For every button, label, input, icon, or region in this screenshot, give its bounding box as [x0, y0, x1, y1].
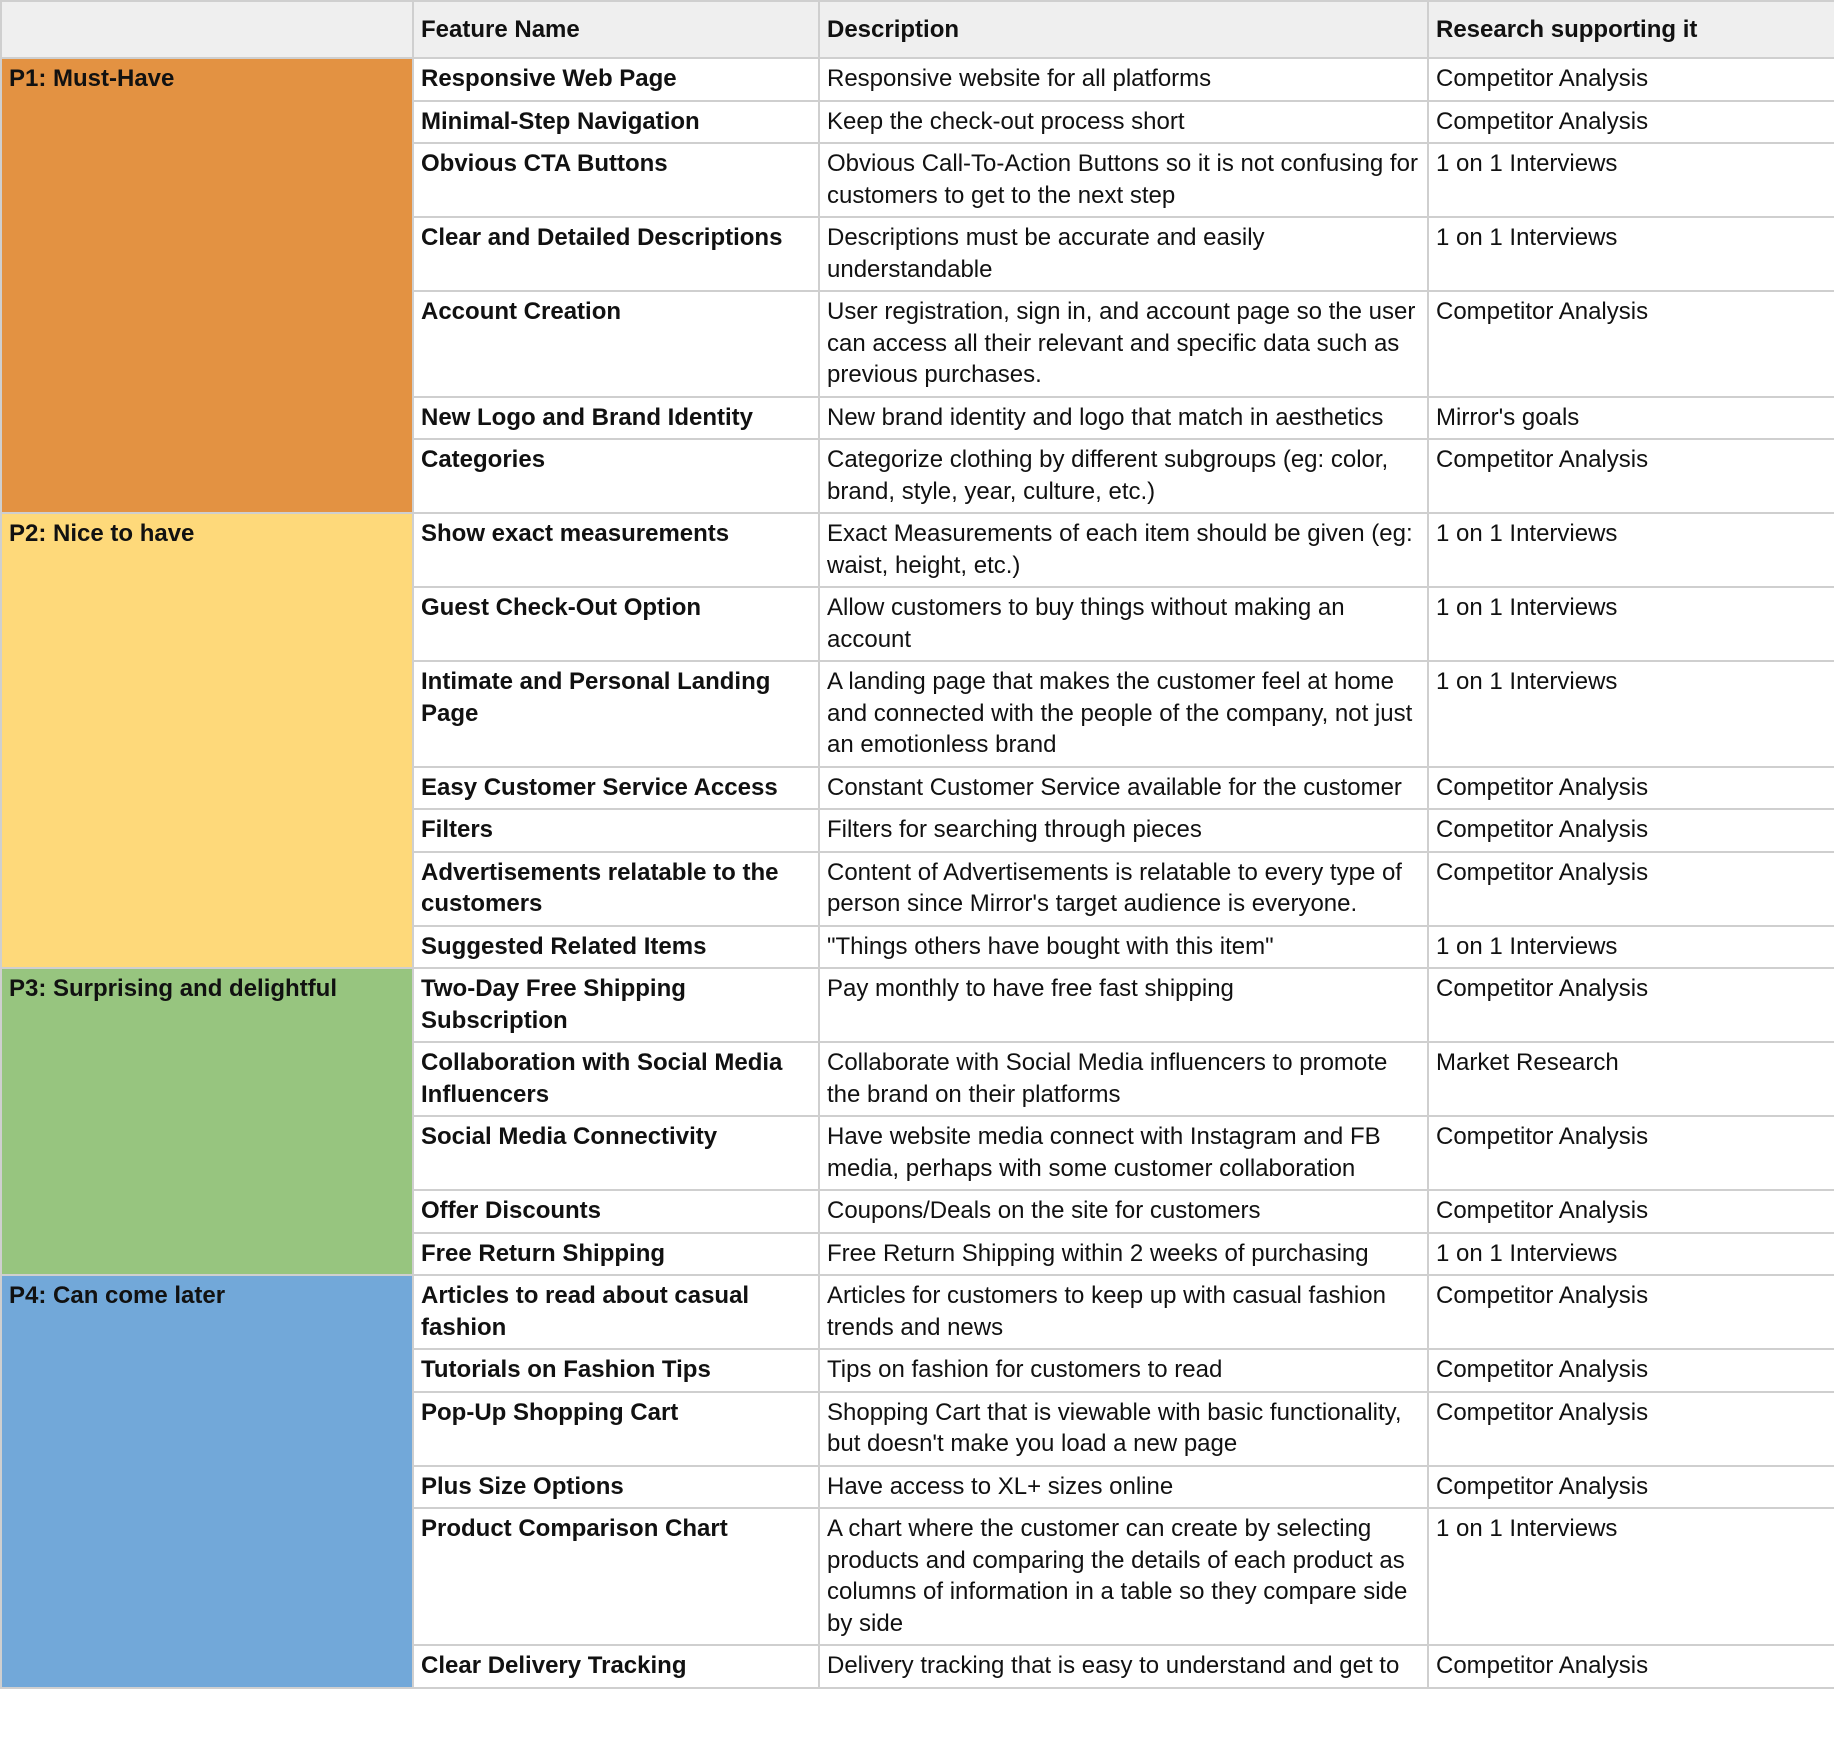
feature-name-cell: Guest Check-Out Option: [413, 587, 819, 661]
research-cell: Competitor Analysis: [1428, 1392, 1834, 1466]
feature-name-cell: Show exact measurements: [413, 513, 819, 587]
description-cell: Responsive website for all platforms: [819, 58, 1428, 101]
research-cell: Competitor Analysis: [1428, 291, 1834, 397]
description-cell: Obvious Call-To-Action Buttons so it is not confusing for customers to get to the next step: [819, 143, 1428, 217]
feature-name-cell: Tutorials on Fashion Tips: [413, 1349, 819, 1392]
feature-name-cell: Intimate and Personal Landing Page: [413, 661, 819, 767]
feature-name-cell: Pop-Up Shopping Cart: [413, 1392, 819, 1466]
feature-name-cell: Two-Day Free Shipping Subscription: [413, 968, 819, 1042]
description-cell: Descriptions must be accurate and easily understandable: [819, 217, 1428, 291]
description-cell: Exact Measurements of each item should be given (eg: waist, height, etc.): [819, 513, 1428, 587]
feature-name-cell: Easy Customer Service Access: [413, 767, 819, 810]
description-cell: A chart where the customer can create by selecting products and comparing the details of each product as columns of information in a table so they compare side by side: [819, 1508, 1428, 1645]
research-cell: 1 on 1 Interviews: [1428, 587, 1834, 661]
research-cell: Competitor Analysis: [1428, 968, 1834, 1042]
table-row: [1, 1275, 1834, 1349]
research-cell: 1 on 1 Interviews: [1428, 1233, 1834, 1276]
description-cell: Categorize clothing by different subgroups (eg: color, brand, style, year, culture, etc.): [819, 439, 1428, 513]
table-header: [1, 1, 1834, 58]
research-cell: Competitor Analysis: [1428, 809, 1834, 852]
feature-name-cell: Free Return Shipping: [413, 1233, 819, 1276]
header-description: Description: [819, 1, 1428, 58]
description-cell: User registration, sign in, and account page so the user can access all their relevant and specific data such as previous purchases.: [819, 291, 1428, 397]
priority-group-label: P1: Must-Have: [1, 58, 413, 513]
feature-name-cell: Offer Discounts: [413, 1190, 819, 1233]
feature-name-cell: Social Media Connectivity: [413, 1116, 819, 1190]
priority-group-label: P3: Surprising and delightful: [1, 968, 413, 1275]
description-cell: Tips on fashion for customers to read: [819, 1349, 1428, 1392]
description-cell: Allow customers to buy things without making an account: [819, 587, 1428, 661]
description-cell: Keep the check-out process short: [819, 101, 1428, 144]
description-cell: Collaborate with Social Media influencers to promote the brand on their platforms: [819, 1042, 1428, 1116]
research-cell: Competitor Analysis: [1428, 1190, 1834, 1233]
research-cell: Competitor Analysis: [1428, 767, 1834, 810]
table-row: [1, 968, 1834, 1042]
research-cell: Competitor Analysis: [1428, 1116, 1834, 1190]
description-cell: Content of Advertisements is relatable to every type of person since Mirror's target audience is everyone.: [819, 852, 1428, 926]
feature-name-cell: Filters: [413, 809, 819, 852]
feature-name-cell: Clear and Detailed Descriptions: [413, 217, 819, 291]
feature-name-cell: Articles to read about casual fashion: [413, 1275, 819, 1349]
header-research: Research supporting it: [1428, 1, 1834, 58]
description-cell: Pay monthly to have free fast shipping: [819, 968, 1428, 1042]
feature-name-cell: Plus Size Options: [413, 1466, 819, 1509]
priority-group-label: P4: Can come later: [1, 1275, 413, 1688]
description-cell: New brand identity and logo that match in aesthetics: [819, 397, 1428, 440]
table-row: [1, 58, 1834, 101]
feature-name-cell: Advertisements relatable to the customers: [413, 852, 819, 926]
research-cell: 1 on 1 Interviews: [1428, 661, 1834, 767]
table-body: [1, 58, 1834, 1688]
table-row: [1, 513, 1834, 587]
description-cell: Articles for customers to keep up with casual fashion trends and news: [819, 1275, 1428, 1349]
research-cell: Competitor Analysis: [1428, 58, 1834, 101]
research-cell: Competitor Analysis: [1428, 1645, 1834, 1688]
description-cell: A landing page that makes the customer feel at home and connected with the people of the company, not just an emotionless brand: [819, 661, 1428, 767]
priority-group-label: P2: Nice to have: [1, 513, 413, 968]
feature-name-cell: Minimal-Step Navigation: [413, 101, 819, 144]
header-feature-name: Feature Name: [413, 1, 819, 58]
research-cell: Market Research: [1428, 1042, 1834, 1116]
research-cell: 1 on 1 Interviews: [1428, 1508, 1834, 1645]
research-cell: Competitor Analysis: [1428, 101, 1834, 144]
feature-name-cell: Suggested Related Items: [413, 926, 819, 969]
description-cell: Shopping Cart that is viewable with basic functionality, but doesn't make you load a new page: [819, 1392, 1428, 1466]
description-cell: Constant Customer Service available for the customer: [819, 767, 1428, 810]
description-cell: Delivery tracking that is easy to understand and get to: [819, 1645, 1428, 1688]
feature-name-cell: Obvious CTA Buttons: [413, 143, 819, 217]
research-cell: 1 on 1 Interviews: [1428, 513, 1834, 587]
research-cell: 1 on 1 Interviews: [1428, 217, 1834, 291]
header-row: [1, 1, 1834, 58]
feature-name-cell: New Logo and Brand Identity: [413, 397, 819, 440]
description-cell: Have access to XL+ sizes online: [819, 1466, 1428, 1509]
research-cell: Competitor Analysis: [1428, 1466, 1834, 1509]
research-cell: 1 on 1 Interviews: [1428, 143, 1834, 217]
header-priority-cell: [1, 1, 413, 58]
feature-name-cell: Account Creation: [413, 291, 819, 397]
description-cell: Filters for searching through pieces: [819, 809, 1428, 852]
feature-name-cell: Product Comparison Chart: [413, 1508, 819, 1645]
description-cell: "Things others have bought with this item": [819, 926, 1428, 969]
research-cell: Competitor Analysis: [1428, 1275, 1834, 1349]
research-cell: Competitor Analysis: [1428, 439, 1834, 513]
feature-name-cell: Collaboration with Social Media Influencers: [413, 1042, 819, 1116]
research-cell: Competitor Analysis: [1428, 852, 1834, 926]
research-cell: Mirror's goals: [1428, 397, 1834, 440]
description-cell: Free Return Shipping within 2 weeks of purchasing: [819, 1233, 1428, 1276]
research-cell: Competitor Analysis: [1428, 1349, 1834, 1392]
feature-name-cell: Clear Delivery Tracking: [413, 1645, 819, 1688]
feature-name-cell: Responsive Web Page: [413, 58, 819, 101]
research-cell: 1 on 1 Interviews: [1428, 926, 1834, 969]
description-cell: Have website media connect with Instagram and FB media, perhaps with some customer collaboration: [819, 1116, 1428, 1190]
description-cell: Coupons/Deals on the site for customers: [819, 1190, 1428, 1233]
feature-name-cell: Categories: [413, 439, 819, 513]
